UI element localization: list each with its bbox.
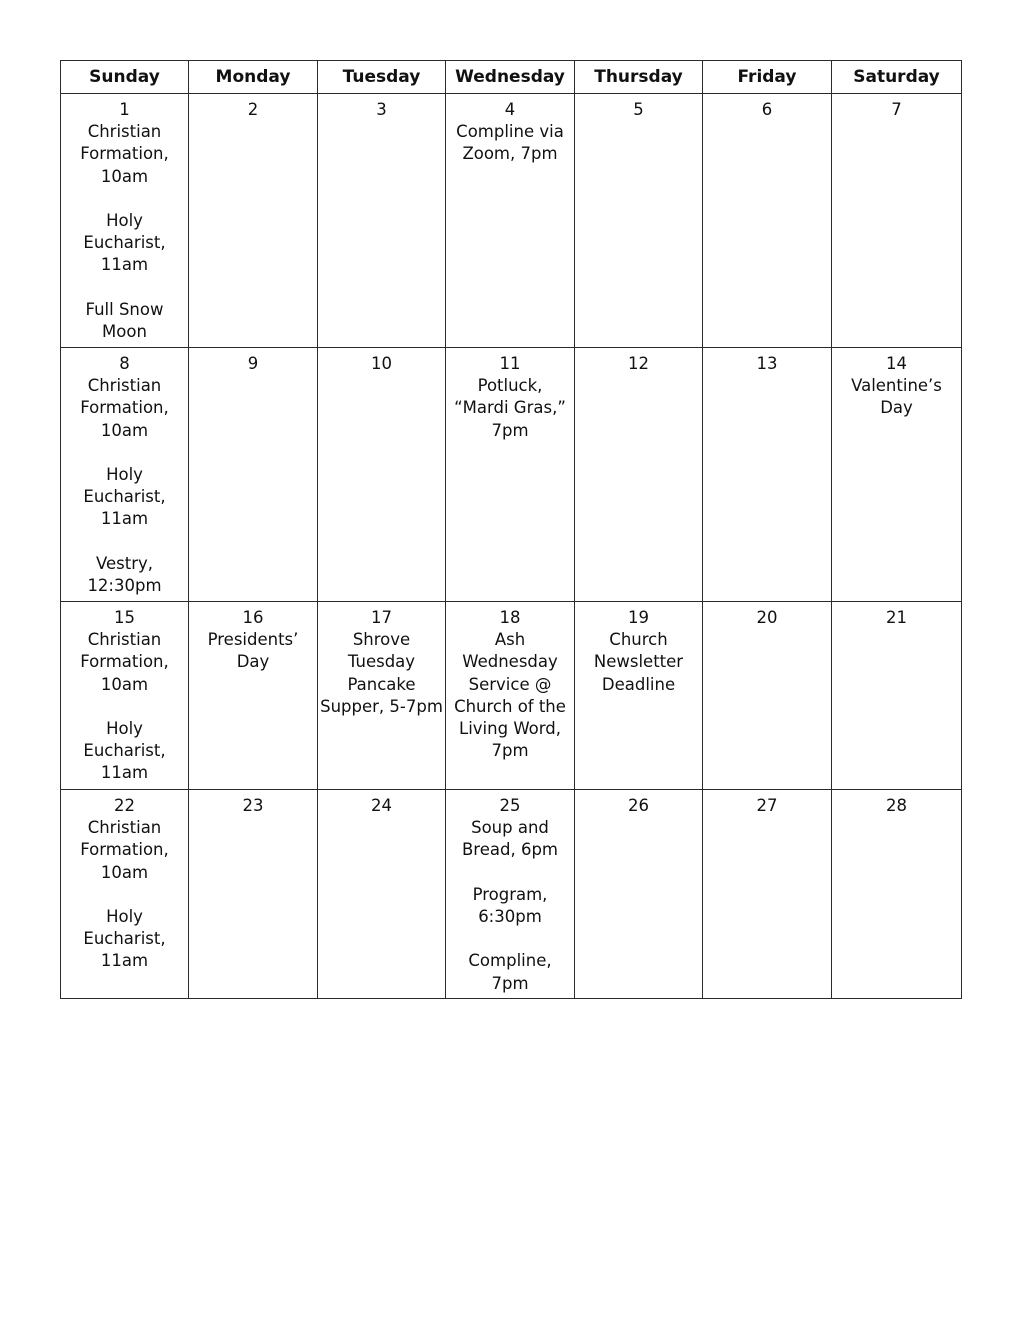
day-cell	[575, 94, 703, 348]
event-text: 11am	[100, 951, 149, 971]
week-row	[61, 94, 962, 348]
event-text: Tuesday	[347, 652, 416, 672]
event-text: Church of the	[454, 696, 566, 716]
day-cell	[189, 348, 318, 602]
event-text: Full Snow	[85, 299, 164, 319]
event-text: Formation,	[80, 652, 169, 672]
day-cell	[61, 790, 189, 999]
day-number: 27	[756, 796, 778, 815]
event-text: Christian	[87, 376, 162, 396]
event-text: 11am	[100, 509, 149, 529]
week-row	[61, 790, 962, 999]
event-text: Supper, 5-7pm	[320, 696, 443, 716]
day-number: 12	[628, 354, 649, 373]
event-text: Formation,	[80, 840, 169, 860]
event-text: Christian	[87, 818, 162, 838]
day-number: 22	[114, 796, 135, 815]
day-number: 14	[886, 354, 907, 373]
event-text: Compline via	[456, 122, 564, 142]
day-cell	[318, 602, 446, 790]
event-text: Soup and	[471, 818, 549, 838]
day-number: 24	[371, 796, 392, 815]
event-text: Newsletter	[593, 652, 684, 672]
event-text: Formation,	[80, 398, 169, 418]
event-text: Pancake	[347, 674, 416, 694]
day-cell	[61, 602, 189, 790]
week-row	[61, 602, 962, 790]
event-text: 10am	[100, 166, 149, 186]
day-cell	[318, 348, 446, 602]
day-number: 9	[247, 354, 259, 373]
day-number: 15	[114, 608, 135, 627]
day-number: 13	[756, 354, 778, 373]
event-text: 10am	[100, 420, 149, 440]
event-text: Wednesday	[462, 652, 558, 672]
day-cell	[446, 790, 575, 999]
event-spacer	[61, 531, 188, 553]
day-number: 28	[886, 796, 907, 815]
day-cell	[832, 602, 962, 790]
day-cell	[189, 94, 318, 348]
event-text: Deadline	[601, 674, 676, 694]
day-cell	[446, 348, 575, 602]
day-number: 11	[499, 354, 521, 373]
event-text: 6:30pm	[478, 907, 542, 926]
day-number: 17	[371, 608, 392, 627]
weekday-header-saturday: Saturday	[832, 61, 962, 94]
event-text: Day	[880, 398, 913, 418]
event-text: “Mardi Gras,”	[454, 398, 566, 418]
day-number: 5	[633, 100, 644, 119]
event-text: Service @	[468, 674, 552, 694]
event-text: Valentine’s	[851, 376, 942, 396]
event-text: Eucharist,	[83, 487, 166, 507]
event-text: Holy	[106, 465, 143, 484]
event-text: 10am	[100, 862, 149, 882]
event-spacer	[446, 862, 574, 884]
event-text: Day	[236, 652, 270, 672]
event-text: Zoom, 7pm	[462, 144, 558, 164]
day-number: 23	[242, 796, 264, 815]
day-cell	[832, 94, 962, 348]
event-text: Vestry,	[95, 553, 154, 573]
day-number: 16	[242, 608, 264, 627]
event-spacer	[61, 277, 188, 299]
day-number: 4	[504, 100, 516, 119]
day-cell	[832, 790, 962, 999]
day-number: 8	[119, 354, 130, 373]
weekday-header-tuesday: Tuesday	[318, 61, 446, 94]
day-cell	[832, 348, 962, 602]
weekday-header-wednesday: Wednesday	[446, 61, 575, 94]
event-text: Formation,	[80, 144, 169, 164]
day-number: 7	[891, 100, 902, 119]
event-spacer	[61, 696, 188, 718]
event-text: Holy	[106, 211, 143, 230]
day-number: 20	[756, 608, 778, 627]
event-text: Holy	[106, 907, 143, 926]
event-text: Christian	[87, 122, 162, 142]
day-cell	[189, 790, 318, 999]
event-text: Program,	[472, 884, 548, 904]
day-cell	[575, 348, 703, 602]
day-number: 10	[371, 354, 392, 373]
event-text: Eucharist,	[83, 233, 166, 253]
weekday-header-monday: Monday	[189, 61, 318, 94]
day-cell	[446, 94, 575, 348]
event-text: 7pm	[491, 420, 529, 440]
event-text: 7pm	[491, 741, 529, 761]
event-text: 11am	[100, 255, 149, 275]
event-spacer	[61, 442, 188, 464]
day-number: 1	[119, 100, 130, 119]
event-text: Eucharist,	[83, 741, 166, 761]
day-number: 21	[886, 608, 907, 627]
day-cell	[575, 602, 703, 790]
event-text: Holy	[106, 719, 143, 738]
week-row	[61, 348, 962, 602]
event-text: 12:30pm	[87, 576, 162, 595]
day-cell	[446, 602, 575, 790]
event-text: Eucharist,	[83, 929, 166, 949]
weekday-header-thursday: Thursday	[575, 61, 703, 94]
day-number: 26	[628, 796, 649, 815]
event-text: Bread, 6pm	[461, 840, 558, 860]
weekday-header-sunday: Sunday	[61, 61, 189, 94]
event-text: Living Word,	[459, 719, 561, 739]
event-text: Church	[609, 630, 668, 650]
day-cell	[61, 348, 189, 602]
event-text: Shrove	[352, 630, 411, 650]
event-text: Potluck,	[477, 376, 543, 396]
day-number: 25	[499, 796, 521, 815]
event-spacer	[61, 884, 188, 906]
event-text: Moon	[102, 322, 147, 341]
day-cell	[318, 790, 446, 999]
event-text: 11am	[100, 763, 149, 783]
day-cell	[575, 790, 703, 999]
day-number: 2	[247, 100, 259, 119]
weekday-header-friday: Friday	[703, 61, 832, 94]
day-cell	[703, 602, 832, 790]
day-cell	[61, 94, 189, 348]
day-cell	[703, 348, 832, 602]
day-number: 18	[499, 608, 521, 627]
day-number: 3	[376, 100, 387, 119]
day-cell	[703, 790, 832, 999]
event-text: Compline,	[468, 951, 552, 971]
calendar-table	[60, 60, 962, 999]
weekday-header-row	[61, 61, 962, 94]
event-text: 7pm	[491, 973, 529, 993]
event-spacer	[446, 928, 574, 950]
day-number: 19	[628, 608, 649, 627]
event-text: Ash	[494, 630, 526, 650]
event-text: 10am	[100, 674, 149, 694]
day-cell	[703, 94, 832, 348]
event-text: Christian	[87, 630, 162, 650]
event-text: Presidents’	[207, 630, 299, 650]
day-cell	[189, 602, 318, 790]
day-cell	[318, 94, 446, 348]
day-number: 6	[761, 100, 773, 119]
event-spacer	[61, 188, 188, 210]
